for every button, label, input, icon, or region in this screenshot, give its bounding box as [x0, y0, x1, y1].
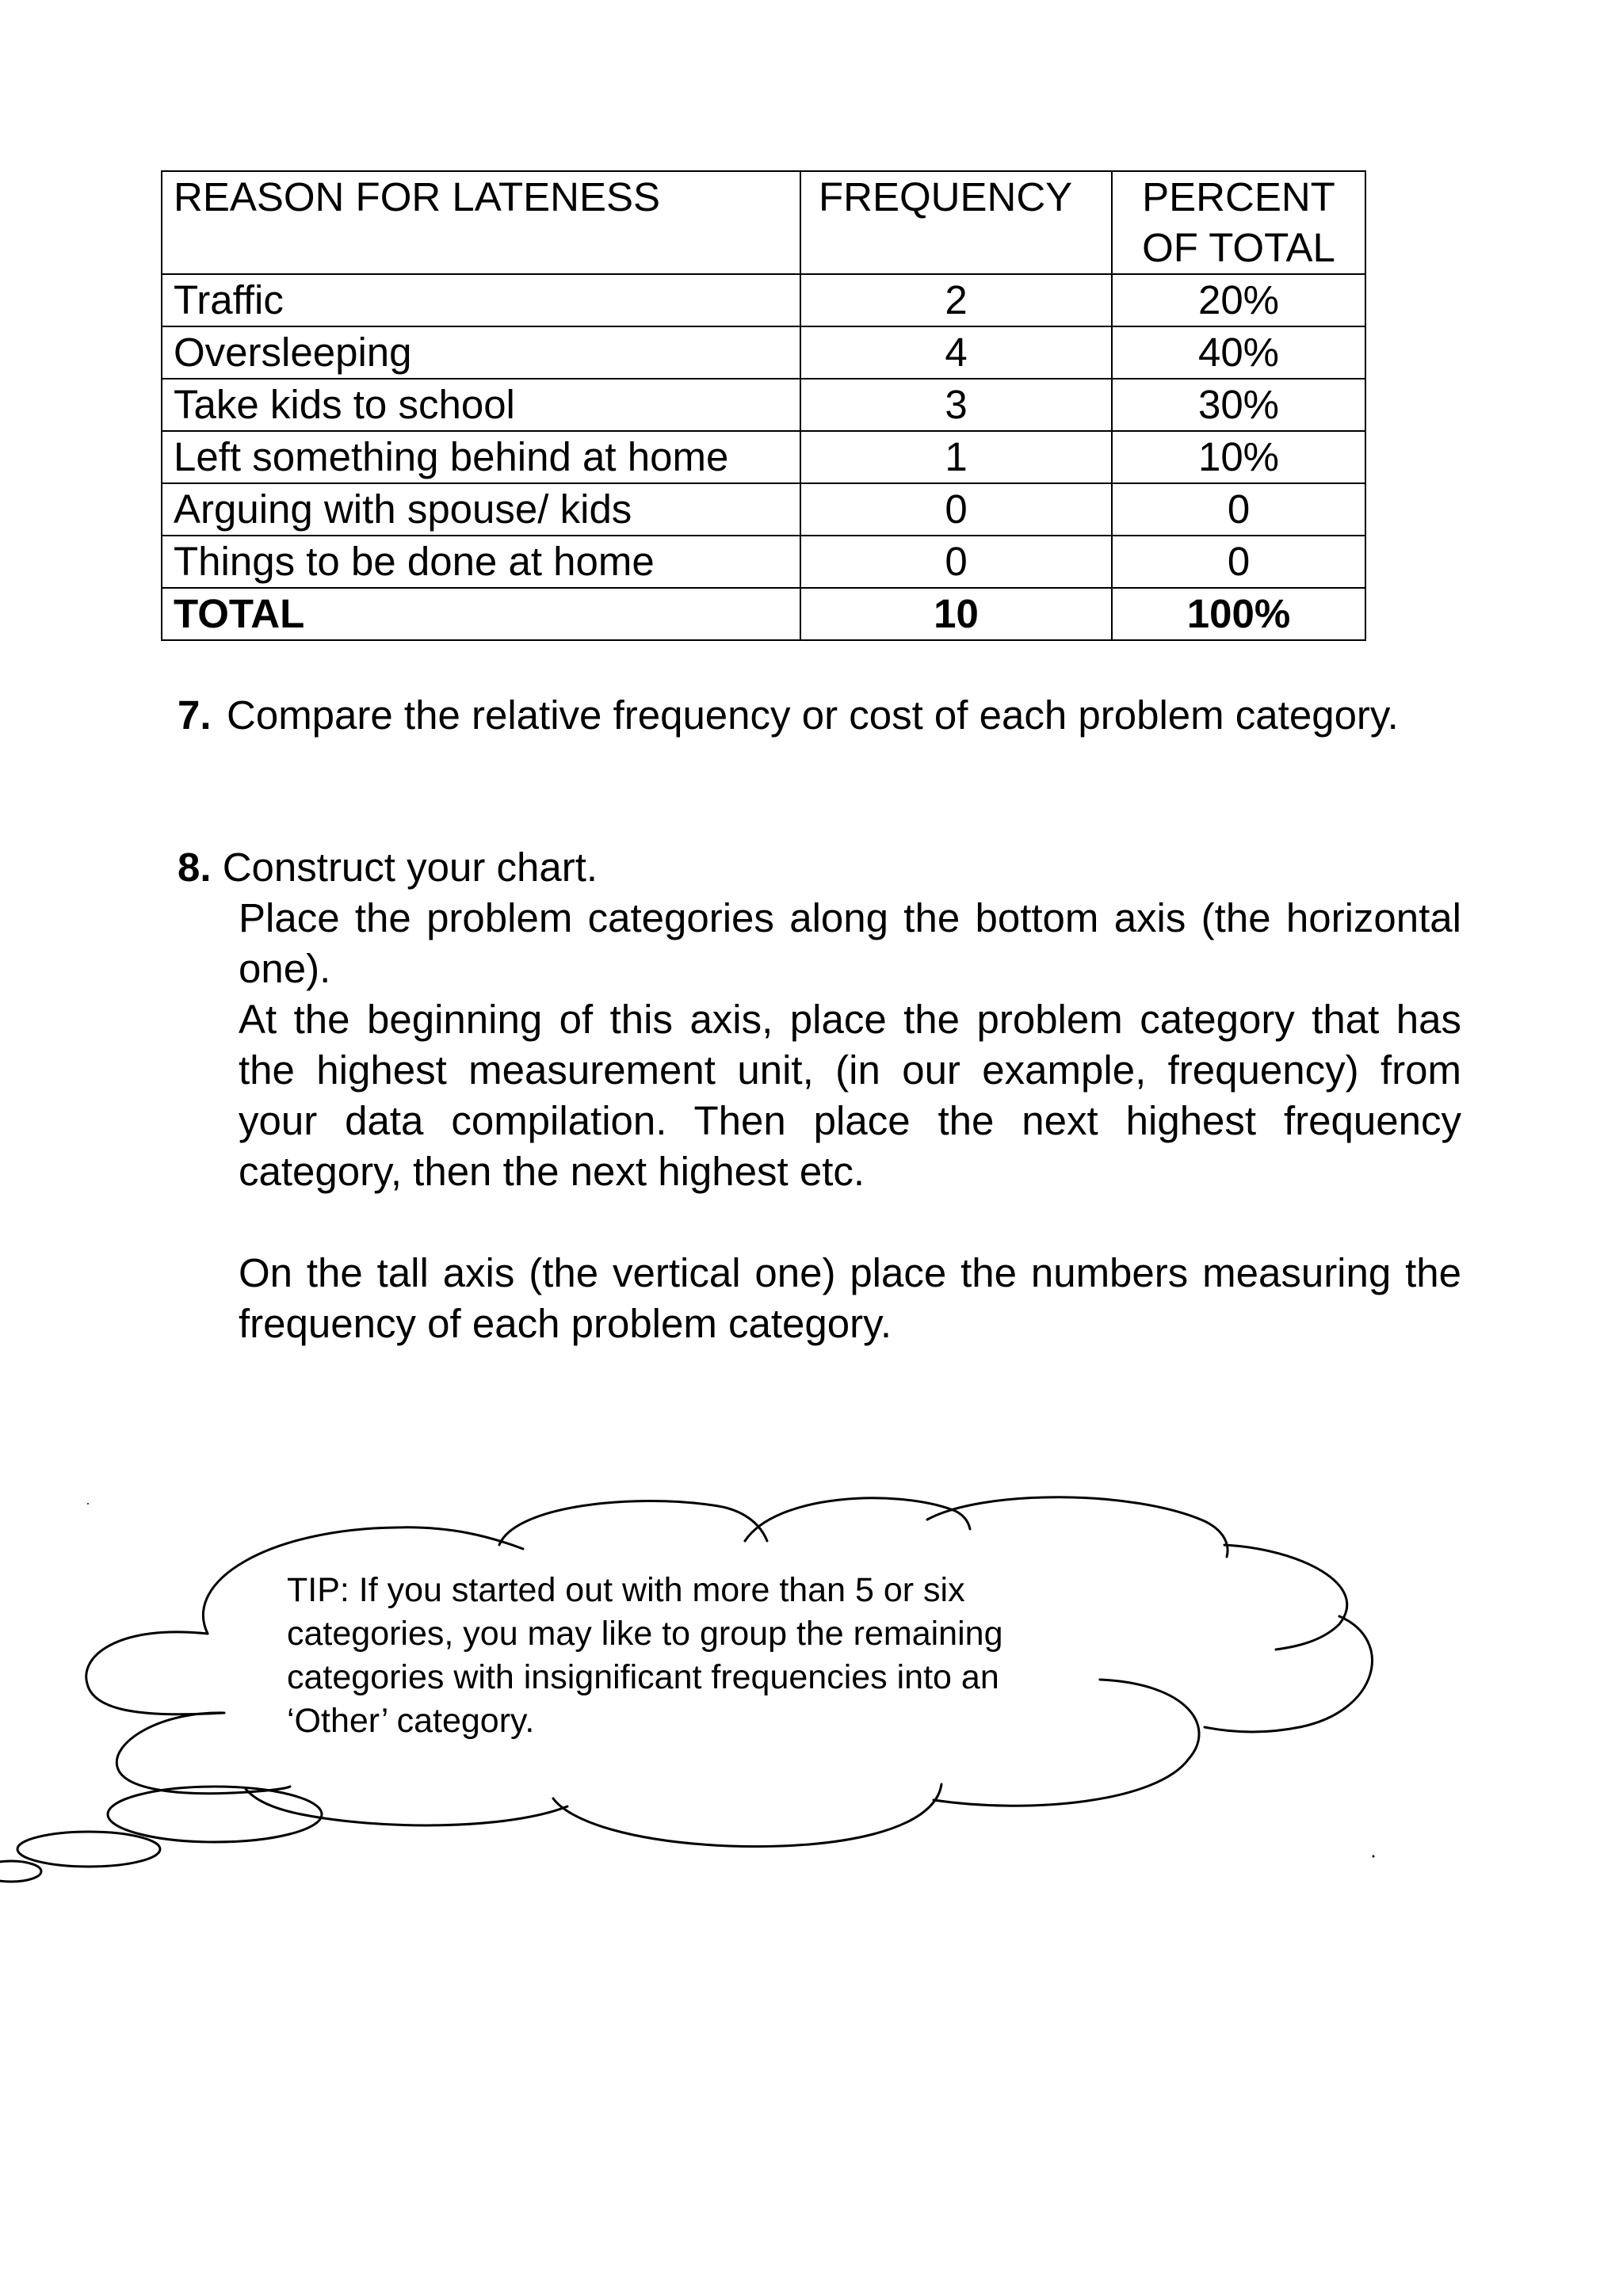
frequency-cell: 2: [800, 274, 1112, 326]
cloud-lobe-top-center: [745, 1498, 970, 1541]
percent-cell: 0: [1112, 483, 1365, 536]
tip-text: TIP: If you started out with more than 5 or six categories, you may like to group the remaining categories with insignificant frequencies into an ‘Other’ category.: [287, 1571, 1003, 1740]
thought-bubble-medium: [17, 1832, 160, 1867]
header-frequency: FREQUENCY: [800, 171, 1112, 274]
header-percent-line2: OF TOTAL: [1142, 225, 1335, 270]
reason-cell: Arguing with spouse/ kids: [162, 483, 800, 536]
total-percent: 100%: [1112, 588, 1365, 640]
cloud-lobe-bottom-middle: [553, 1784, 941, 1847]
thought-bubble-small: [0, 1861, 41, 1882]
step-8-paragraph-3: On the tall axis (the vertical one) place the numbers measuring the frequency of each problem category.: [239, 1250, 1461, 1346]
cloud-lobe-top-middle: [499, 1501, 767, 1545]
thought-bubble-large: [108, 1787, 322, 1842]
step-8-heading-text: Construct your chart.: [222, 845, 598, 890]
percent-cell: 30%: [1112, 379, 1365, 431]
reason-cell: Traffic: [162, 274, 800, 326]
total-frequency: 10: [800, 588, 1112, 640]
step-8-number: 8.: [178, 845, 212, 890]
cloud-lobe-left-lower: [116, 1713, 290, 1794]
cloud-lobe-right-far: [1205, 1616, 1372, 1732]
step-8-paragraph-1: Place the problem categories along the bottom axis (the horizontal one).: [239, 895, 1461, 991]
speck-left: [87, 1503, 89, 1505]
cloud-lobe-top-right: [927, 1497, 1228, 1557]
percent-cell: 40%: [1112, 326, 1365, 379]
total-label: TOTAL: [162, 588, 800, 640]
reason-cell: Oversleeping: [162, 326, 800, 379]
cloud-lobe-left-far: [86, 1632, 223, 1714]
frequency-cell: 0: [800, 536, 1112, 588]
header-percent-line1: PERCENT: [1142, 174, 1335, 219]
reason-cell: Things to be done at home: [162, 536, 800, 588]
step-8-paragraph-2: At the beginning of this axis, place the problem category that has the highest measurement unit, (in our example, frequency) from your data compilation. Then place the next highest frequency category, then the next highest etc.: [239, 997, 1461, 1194]
cloud-lobe-bottom-left: [246, 1789, 567, 1825]
percent-cell: 20%: [1112, 274, 1365, 326]
step-7-number: 7.: [178, 692, 212, 738]
reason-cell: Left something behind at home: [162, 431, 800, 483]
reason-cell: Take kids to school: [162, 379, 800, 431]
frequency-cell: 0: [800, 483, 1112, 536]
frequency-cell: 3: [800, 379, 1112, 431]
frequency-cell: 4: [800, 326, 1112, 379]
speck-right: [1373, 1855, 1375, 1858]
percent-cell: 0: [1112, 536, 1365, 588]
frequency-cell: 1: [800, 431, 1112, 483]
header-reason: REASON FOR LATENESS: [162, 171, 800, 274]
cloud-lobe-right-upper: [1224, 1545, 1347, 1650]
percent-cell: 10%: [1112, 431, 1365, 483]
step-7-text: Compare the relative frequency or cost of each problem category.: [227, 692, 1399, 738]
